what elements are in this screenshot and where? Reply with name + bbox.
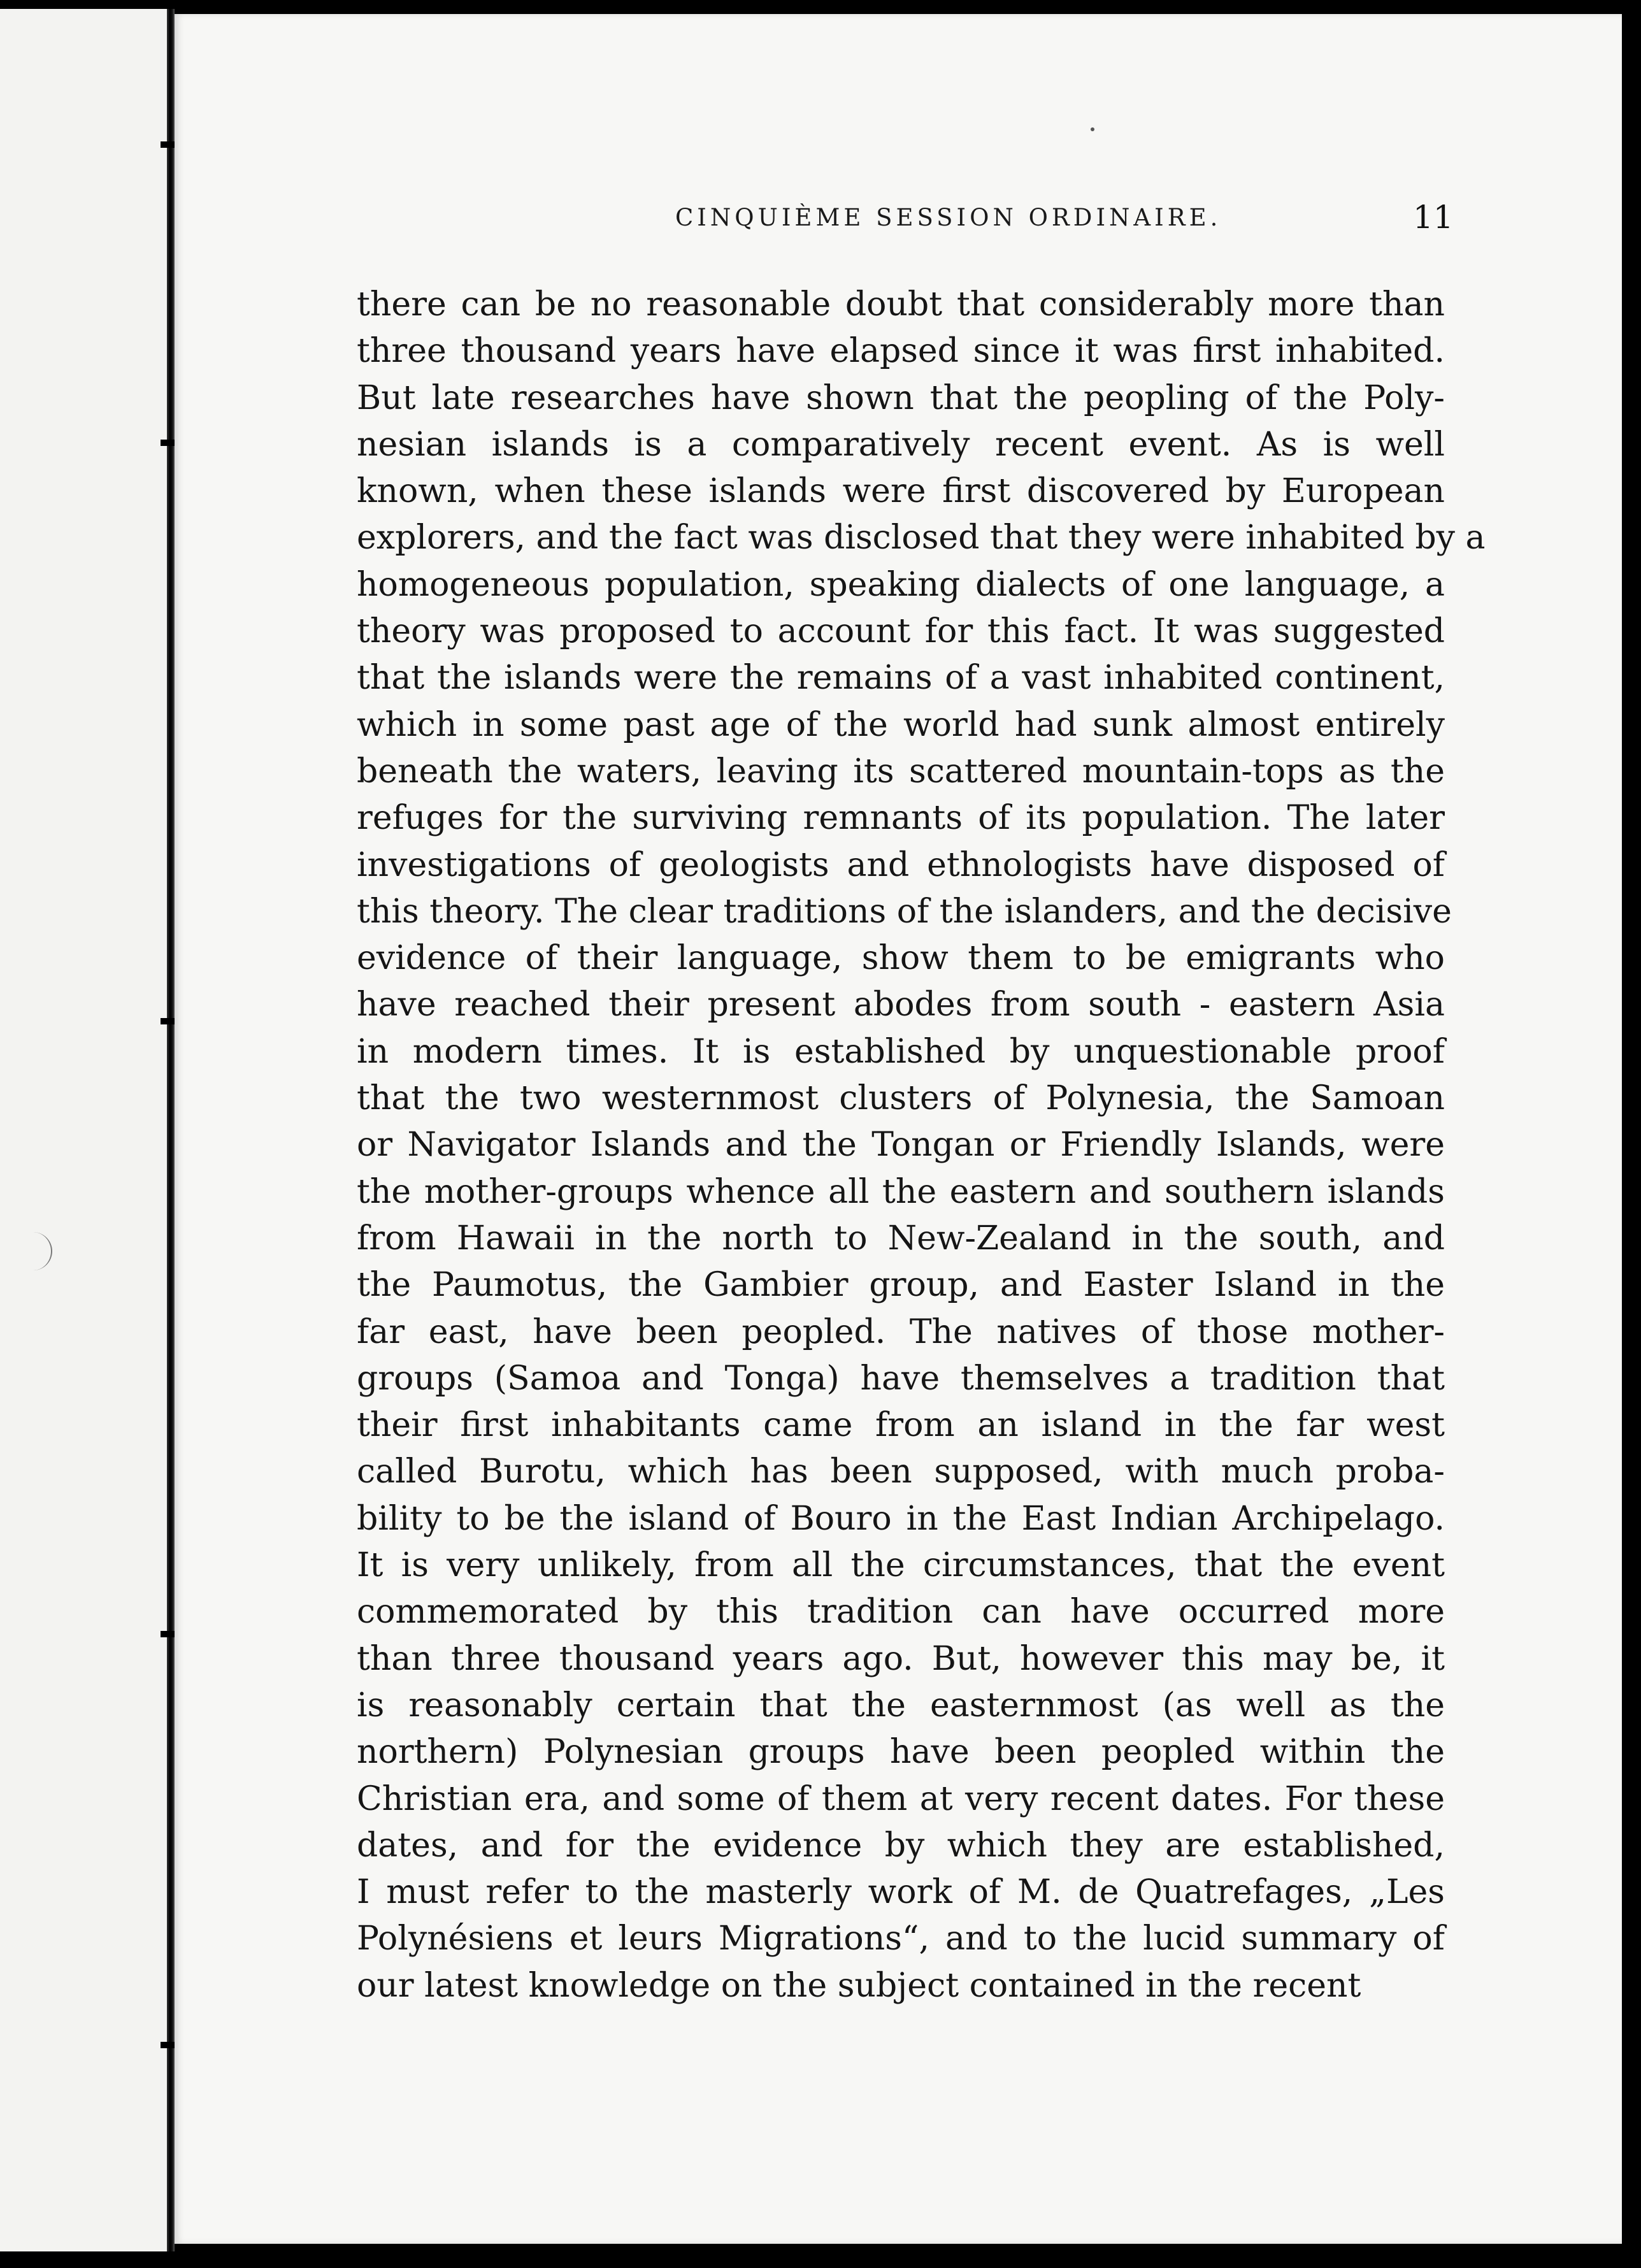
body-text (357, 282, 1486, 2009)
text-line: groups (Samoa and Tonga) have themselves a tradition that (357, 1359, 1445, 1398)
text-line: I must refer to the masterly work of M. de Quatrefages, „Les (357, 1873, 1445, 1912)
text-line: three thousand years have elapsed since it was first inhabited. (357, 332, 1445, 371)
text-line: our latest knowledge on the subject contained in the recent (357, 1966, 1361, 2005)
text-line: called Burotu, which has been supposed, with much proba- (357, 1453, 1445, 1491)
text-line: refuges for the surviving remnants of its population. The later (357, 799, 1445, 838)
text-line: this theory. The clear traditions of the islanders, and the decisive (357, 892, 1452, 931)
text-line: bility to be the island of Bouro in the East Indian Archipelago. (357, 1499, 1445, 1538)
text-line: Christian era, and some of them at very recent dates. For these (357, 1779, 1445, 1818)
text-line: homogeneous population, speaking dialects of one language, a (357, 565, 1445, 604)
text-line: that the two westernmost clusters of Polynesia, the Samoan (357, 1079, 1445, 1118)
binding-gutter (167, 9, 175, 2251)
text-line: northern) Polynesian groups have been peopled within the (357, 1733, 1445, 1772)
text-line: from Hawaii in the north to New-Zealand in the south, and (357, 1219, 1445, 1258)
text-line: than three thousand years ago. But, however this may be, it (357, 1639, 1445, 1678)
text-line: investigations of geologists and ethnologists have disposed of (357, 845, 1445, 884)
text-line: known, when these islands were first discovered by European (357, 472, 1445, 511)
text-line: in modern times. It is established by unquestionable proof (357, 1032, 1445, 1071)
text-line: explorers, and the fact was disclosed that they were inhabited by a (357, 519, 1486, 557)
facing-page-margin (0, 9, 171, 2251)
text-line: dates, and for the evidence by which they are established, (357, 1826, 1445, 1865)
text-line: or Navigator Islands and the Tongan or Friendly Islands, were (357, 1126, 1445, 1165)
text-line: their first inhabitants came from an island in the far west (357, 1406, 1445, 1445)
text-line: the Paumotus, the Gambier group, and Easter Island in the (357, 1266, 1445, 1305)
margin-smudge (25, 1232, 52, 1270)
text-line: nesian islands is a comparatively recent event. As is well (357, 425, 1445, 464)
text-line: is reasonably certain that the easternmost (as well as the (357, 1686, 1445, 1725)
text-line: which in some past age of the world had sunk almost entirely (357, 705, 1445, 744)
text-line: evidence of their language, show them to be emigrants who (357, 939, 1445, 978)
text-line: It is very unlikely, from all the circumstances, that the event (357, 1546, 1445, 1585)
text-line: theory was proposed to account for this fact. It was suggested (357, 612, 1445, 651)
paper-speck (1091, 127, 1094, 131)
text-line: commemorated by this tradition can have occurred more (357, 1593, 1445, 1632)
text-line: the mother-groups whence all the eastern and southern islands (357, 1172, 1445, 1211)
text-line: But late researches have shown that the peopling of the Poly- (357, 378, 1445, 417)
text-line: Polynésiens et leurs Migrations“, and to the lucid summary of (357, 1920, 1445, 1958)
text-line: that the islands were the remains of a vast inhabited continent, (357, 659, 1445, 698)
page-number: 11 (1413, 199, 1454, 236)
text-line: far east, have been peopled. The natives of those mother- (357, 1312, 1445, 1351)
scan-top-border (0, 0, 1641, 14)
text-line: there can be no reasonable doubt that considerably more than (357, 285, 1445, 324)
text-line: beneath the waters, leaving its scattered mountain-tops as the (357, 752, 1445, 791)
text-line: have reached their present abodes from south - eastern Asia (357, 986, 1445, 1024)
running-header: CINQUIÈME SESSION ORDINAIRE. (675, 204, 1222, 231)
